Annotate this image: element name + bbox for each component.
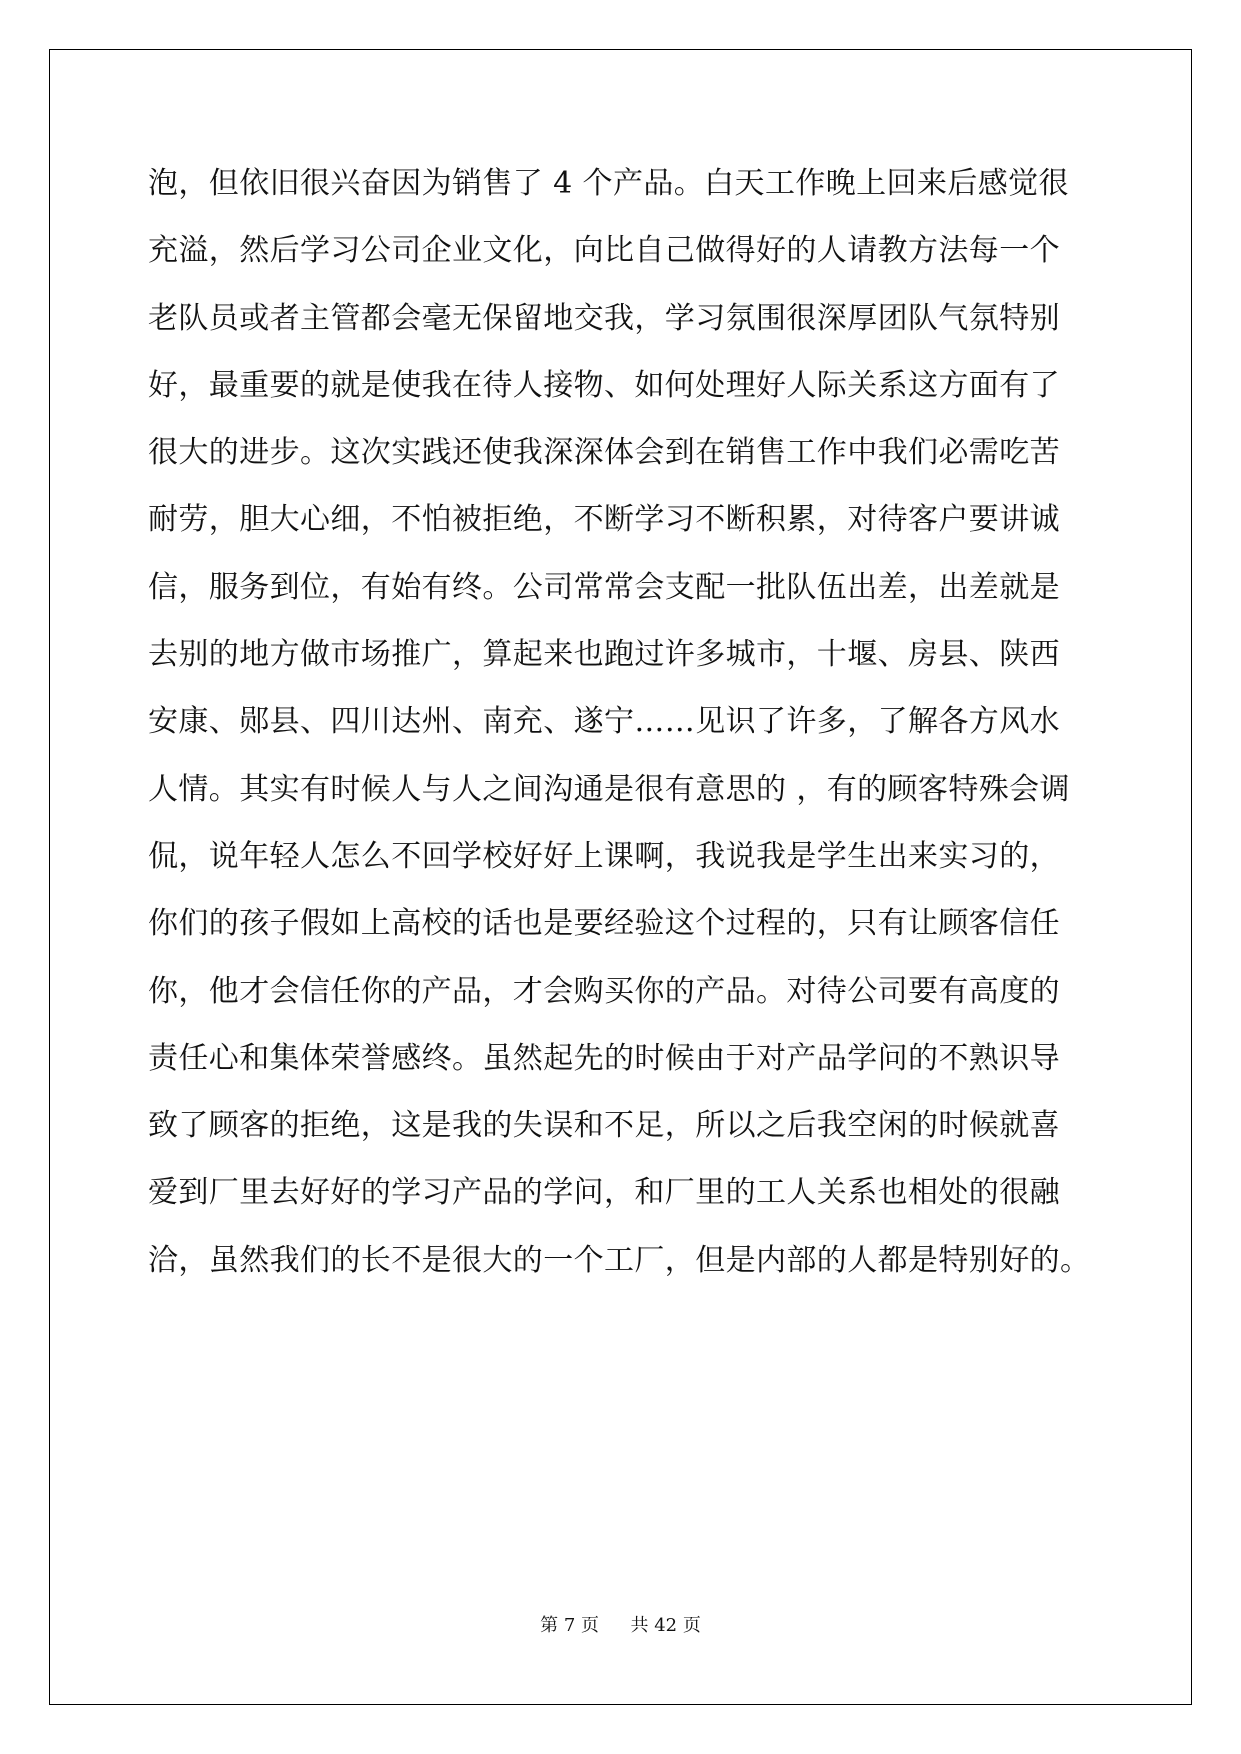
- text-line: 你，他才会信任你的产品，才会购买你的产品。对待公司要有高度的: [148, 973, 1060, 1009]
- total-pages: 共 42 页: [630, 1615, 701, 1636]
- text-line: 爱到厂里去好好的学习产品的学问，和厂里的工人关系也相处的很融: [148, 1175, 1060, 1211]
- text-line: 责任心和集体荣誉感终。虽然起先的时候由于对产品学问的不熟识导: [148, 1040, 1060, 1076]
- body-text: [148, 154, 1108, 1298]
- text-line: 泡，但依旧很兴奋因为销售了 4 个产品。白天工作晚上回来后感觉很: [148, 166, 1069, 201]
- text-line: 老队员或者主管都会毫无保留地交我，学习氛围很深厚团队气氛特别: [148, 300, 1060, 336]
- text-line: 好，最重要的就是使我在待人接物、如何处理好人际关系这方面有了: [148, 367, 1060, 403]
- text-line: 你们的孩子假如上高校的话也是要经验这个过程的，只有让顾客信任: [148, 906, 1060, 942]
- text-line: 洽，虽然我们的长不是很大的一个工厂，但是内部的人都是特别好的。: [148, 1242, 1091, 1278]
- text-line: 人情。其实有时候人与人之间沟通是很有意思的 ，有的顾客特殊会调: [148, 771, 1070, 807]
- text-line: 很大的进步。这次实践还使我深深体会到在销售工作中我们必需吃苦: [148, 435, 1060, 471]
- text-line: 侃，说年轻人怎么不回学校好好上课啊，我说我是学生出来实习的，: [148, 838, 1060, 874]
- text-line: 安康、郧县、四川达州、南充、遂宁……见识了许多，了解各方风水: [148, 704, 1060, 740]
- text-line: 耐劳，胆大心细，不怕被拒绝，不断学习不断积累，对待客户要讲诚: [148, 502, 1060, 538]
- text-line: 充溢，然后学习公司企业文化，向比自己做得好的人请教方法每一个: [148, 233, 1060, 269]
- text-line: 信，服务到位，有始有终。公司常常会支配一批队伍出差，出差就是: [148, 569, 1060, 605]
- page-number: 第 7 页: [540, 1615, 600, 1636]
- text-line: 致了顾客的拒绝，这是我的失误和不足，所以之后我空闲的时候就喜: [148, 1108, 1060, 1144]
- page-footer: [0, 1611, 1241, 1637]
- text-line: 去别的地方做市场推广，算起来也跑过许多城市，十堰、房县、陕西: [148, 637, 1060, 673]
